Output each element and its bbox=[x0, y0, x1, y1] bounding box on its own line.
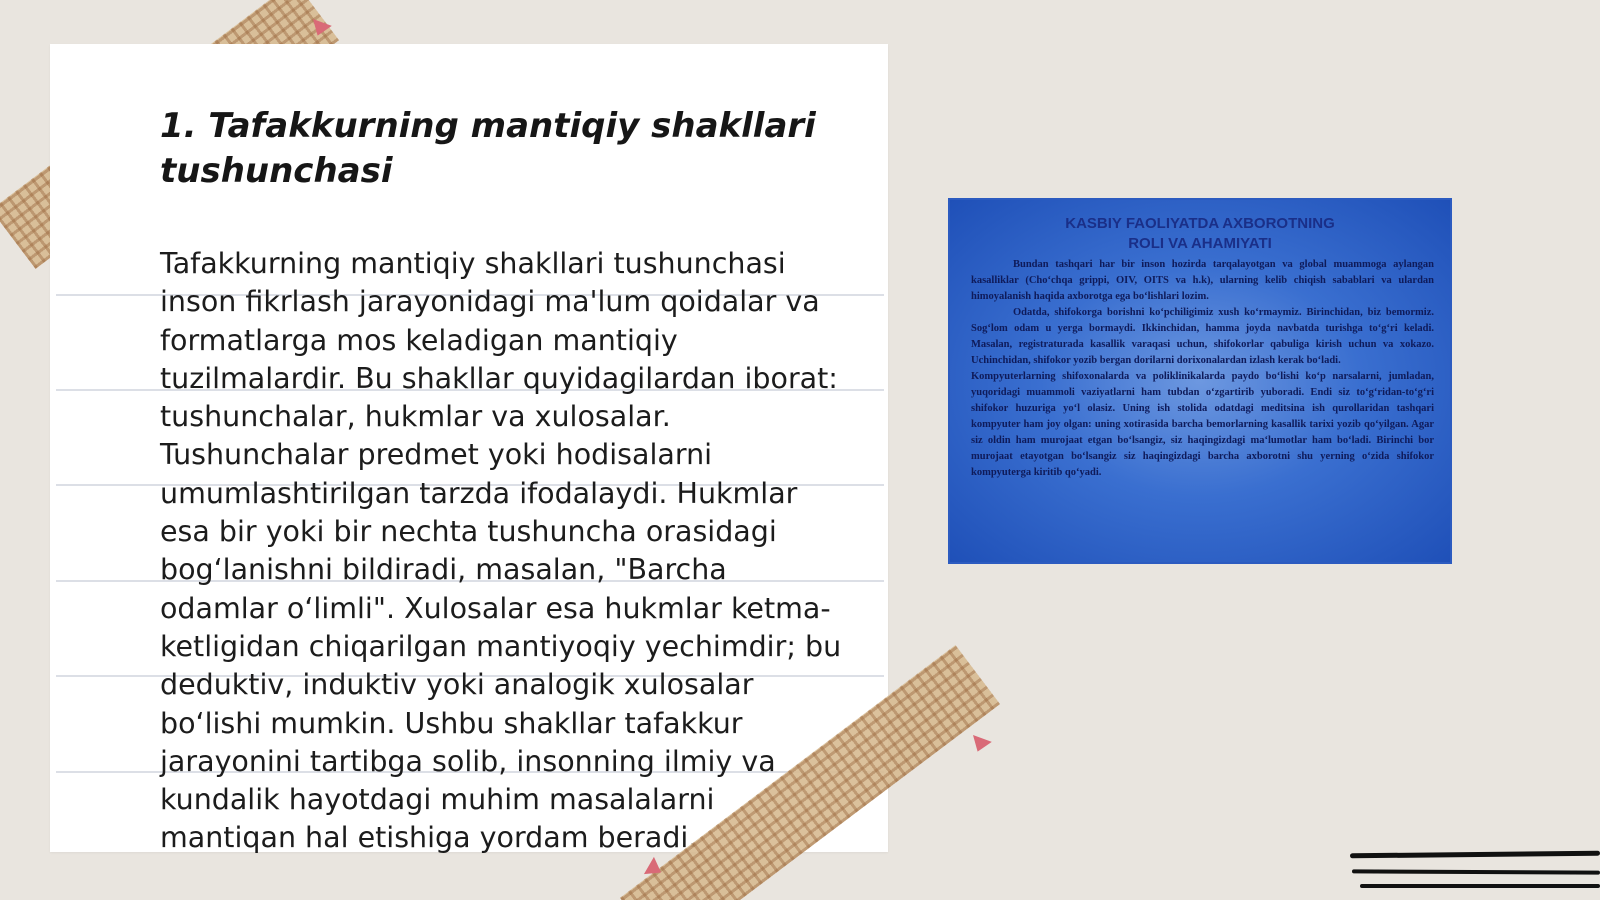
document-title bbox=[950, 214, 1450, 254]
document-image bbox=[950, 200, 1450, 562]
decorative-stroke bbox=[1352, 869, 1600, 874]
slide-title: 1. Tafakkurning mantiqiy shakllari tushunchasi bbox=[160, 106, 816, 191]
document-title-line: ROLI VA AHAMIYATI bbox=[1128, 235, 1272, 252]
document-paragraph: Kompyuterlarning shifoxonalarda va poliklinikalarda paydo bo‘lishi ko‘p narsalarni, jumladan, yuqoridagi muammoli vaziyatlarni ham tubdan o‘zgartirib yuboradi. Endi siz to‘g‘ridan-to‘g‘ri shifokor huzuriga yo‘l olasiz. Uning ish stolida odatdagi meditsina ish qurollaridan tashqari kompyuter ham joy olgan: uning xotirasida barcha bemorlarning kasallik tarixi yozib qo‘yilgan. Agar siz oldin ham murojaat etgan bo‘lsangiz, siz haqingizdagi ma‘lumotlar ham bo‘ladi. Birinchi bor murojaat etayotgan bo‘lsangiz siz haqingizdagi barcha axborotni shu yerning o‘zida shifokor kompyuterga kiritib qo‘yadi. bbox=[971, 371, 1434, 478]
document-paragraph: Odatda, shifokorga borishni ko‘pchiligimiz xush ko‘rmaymiz. Birinchidan, biz bemormiz. Sog‘lom odam u yerga bormaydi. Ikkinchidan, hamma joyda navbatda turishga to‘g‘ri keladi. Masalan, registraturada kasallik varaqasi uchun, shifokorlar qabuliga kirish uchun va xokazo. Uchinchidan, shifokor yozib bergan dorilarni dorixonalardan izlash kerak bo‘ladi. bbox=[971, 307, 1434, 366]
decorative-stroke bbox=[1360, 884, 1600, 888]
decorative-stroke bbox=[1350, 851, 1600, 859]
pin-icon bbox=[968, 735, 992, 755]
document-body bbox=[971, 257, 1434, 481]
document-paragraph: Bundan tashqari har bir inson hozirda tarqalayotgan va global muammoga aylangan kasalliklar (Cho‘chqa grippi, OIV, OITS va h.k), ularning kelib chiqish sabablari va ulardan himoyalanish haqida axborotga ega bo‘lishlari lozim. bbox=[971, 259, 1434, 302]
document-title-line: KASBIY FAOLIYATDA AXBOROTNING bbox=[1065, 215, 1335, 232]
slide-paragraph: Tafakkurning mantiqiy shakllari tushunchasi inson fikrlash jarayonidagi ma'lum qoidalar va formatlarga mos keladigan mantiqiy tuzilmalardir. Bu shakllar quyidagilardan iborat: tushunchalar, hukmlar va xulosalar. Tushunchalar predmet yoki hodisalarni umumlashtirilgan tarzda ifodalaydi. Hukmlar esa bir yoki bir nechta tushuncha orasidagi bog‘lanishni bildiradi, masalan, "Barcha odamlar o‘limli". Xulosalar esa hukmlar ketma-ketligidan chiqarilgan mantiyoqiy yechimdir; bu deduktiv, induktiv yoki analogik xulosalar bo‘lishi mumkin. Ushbu shakllar tafakkur jarayonini tartibga solib, insonning ilmiy va kundalik hayotdagi muhim masalalarni mantiqan hal etishiga yordam beradi. bbox=[160, 247, 842, 855]
